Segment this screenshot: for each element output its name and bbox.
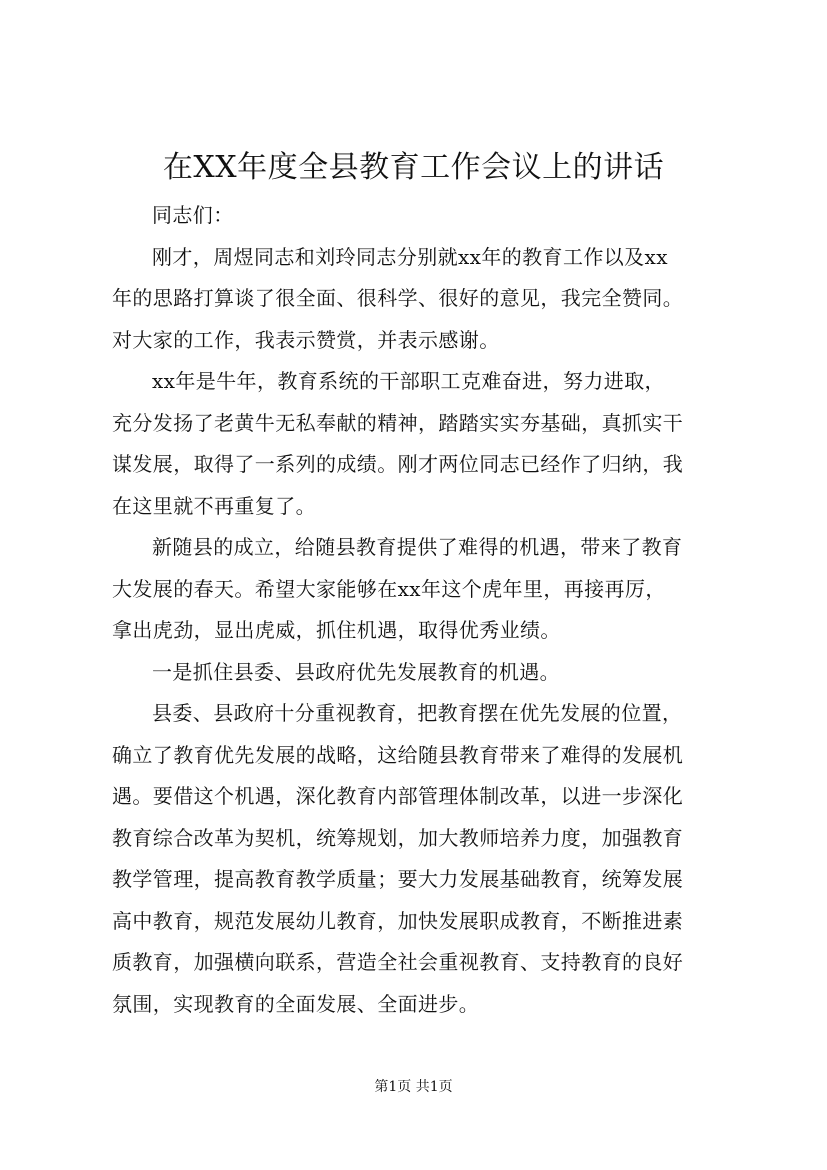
body-line: 充分发扬了老黄牛无私奉献的精神，踏踏实实夯基础，真抓实干 [112,410,684,435]
page-footer: 第1页 共1页 [374,1079,453,1095]
document-title: 在XX年度全县教育工作会议上的讲话 [162,150,665,185]
body-line: 氛围，实现教育的全面发展、全面进步。 [112,991,480,1016]
body-line: 确立了教育优先发展的战略，这给随县教育带来了难得的发展机 [112,742,684,767]
body-line: 遇。要借这个机遇，深化教育内部管理体制改革，以进一步深化 [112,784,684,808]
body-line: 质教育，加强横向联系，营造全社会重视教育、支持教育的良好 [112,950,684,974]
body-line: 教育综合改革为契机，统筹规划，加大教师培养力度，加强教育 [112,825,684,850]
body-line: 一是抓住县委、县政府优先发展教育的机遇。 [152,659,560,684]
body-line: 新随县的成立，给随县教育提供了难得的机遇，带来了教育 [152,535,683,559]
body-line: 在这里就不再重复了。 [112,493,316,518]
body-line: 同志们： [152,203,234,227]
body-line: 大发展的春天。希望大家能够在xx年这个虎年里，再接再厉， [112,576,666,601]
body-line: 对大家的工作，我表示赞赏，并表示感谢。 [112,327,500,352]
body-line: 县委、县政府十分重视教育，把教育摆在优先发展的位置， [152,701,683,725]
body-line: 拿出虎劲，显出虎威，抓住机遇，取得优秀业绩。 [112,618,561,642]
body-line: 刚才，周煜同志和刘玲同志分别就xx年的教育工作以及xx [152,244,668,269]
body-line: 年的思路打算谈了很全面、很科学、很好的意见，我完全赞同。 [112,286,684,310]
body-line: 教学管理，提高教育教学质量；要大力发展基础教育，统筹发展 [112,867,684,891]
body-line: 高中教育，规范发展幼儿教育，加快发展职成教育，不断推进素 [112,908,684,933]
speech-body [112,195,724,1025]
body-line: 谋发展，取得了一系列的成绩。刚才两位同志已经作了归纳，我 [112,452,684,476]
body-line: xx年是牛年，教育系统的干部职工克难奋进，努力进取， [152,369,665,393]
